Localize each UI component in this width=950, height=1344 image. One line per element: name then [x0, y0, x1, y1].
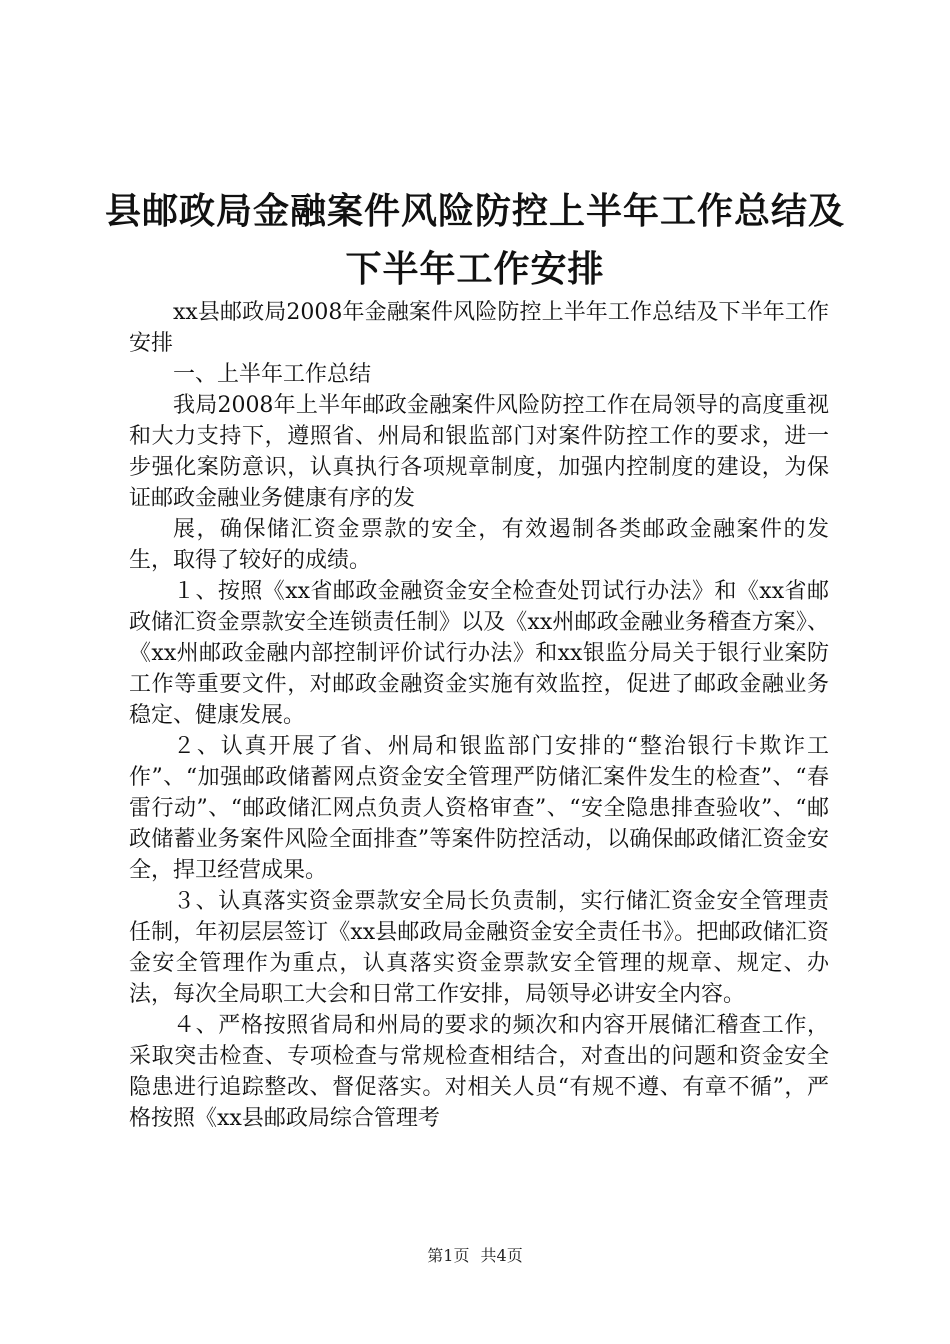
- page-number: 第1页: [427, 1246, 470, 1265]
- subtitle-paragraph: xx县邮政局2008年金融案件风险防控上半年工作总结及下半年工作安排: [129, 300, 829, 356]
- list-item-1: １、按照《xx省邮政金融资金安全检查处罚试行办法》和《xx省邮政储汇资金票款安全连锁责任制》以及《xx州邮政金融业务稽查方案》、《xx州邮政金融内部控制评价试行办法》和xx银监分局关于银行业案防工作等重要文件，对邮政金融资金实施有效监控，促进了邮政金融业务稳定、健康发展。: [129, 579, 829, 728]
- list-item-3: ３、认真落实资金票款安全局长负责制，实行储汇资金安全管理责任制，年初层层签订《xx县邮政局金融资金安全责任书》。把邮政储汇资金安全管理作为重点，认真落实资金票款安全管理的规章、规定、办法，每次全局职工大会和日常工作安排，局领导必讲安全内容。: [129, 889, 829, 1007]
- section-heading: 一、上半年工作总结: [173, 362, 372, 387]
- body-paragraph: 展，确保储汇资金票款的安全，有效遏制各类邮政金融案件的发生，取得了较好的成绩。: [129, 517, 829, 573]
- list-item-4: ４、严格按照省局和州局的要求的频次和内容开展储汇稽查工作，采取突击检查、专项检查与常规检查相结合，对查出的问题和资金安全隐患进行追踪整改、督促落实。对相关人员“有规不遵、有章不循”，严格按照《xx县邮政局综合管理考: [129, 1013, 829, 1131]
- document-title-line-1: 县邮政局金融案件风险防控上半年工作总结及: [104, 191, 845, 232]
- page-footer: [0, 1243, 950, 1266]
- list-item-2: ２、认真开展了省、州局和银监部门安排的“整治银行卡欺诈工作”、“加强邮政储蓄网点资金安全管理严防储汇案件发生的检查”、“春雷行动”、“邮政储汇网点负责人资格审查”、“安全隐患排查验收”、“邮政储蓄业务案件风险全面排查”等案件防控活动，以确保邮政储汇资金安全，捍卫经营成果。: [129, 734, 829, 883]
- document-body: [129, 297, 829, 1134]
- page-total: 共4页: [480, 1246, 523, 1265]
- body-paragraph: 我局2008年上半年邮政金融案件风险防控工作在局领导的高度重视和大力支持下，遵照省、州局和银监部门对案件防控工作的要求，进一步强化案防意识，认真执行各项规章制度，加强内控制度的建设，为保证邮政金融业务健康有序的发: [129, 393, 829, 511]
- document-title-line-2: 下半年工作安排: [345, 249, 605, 290]
